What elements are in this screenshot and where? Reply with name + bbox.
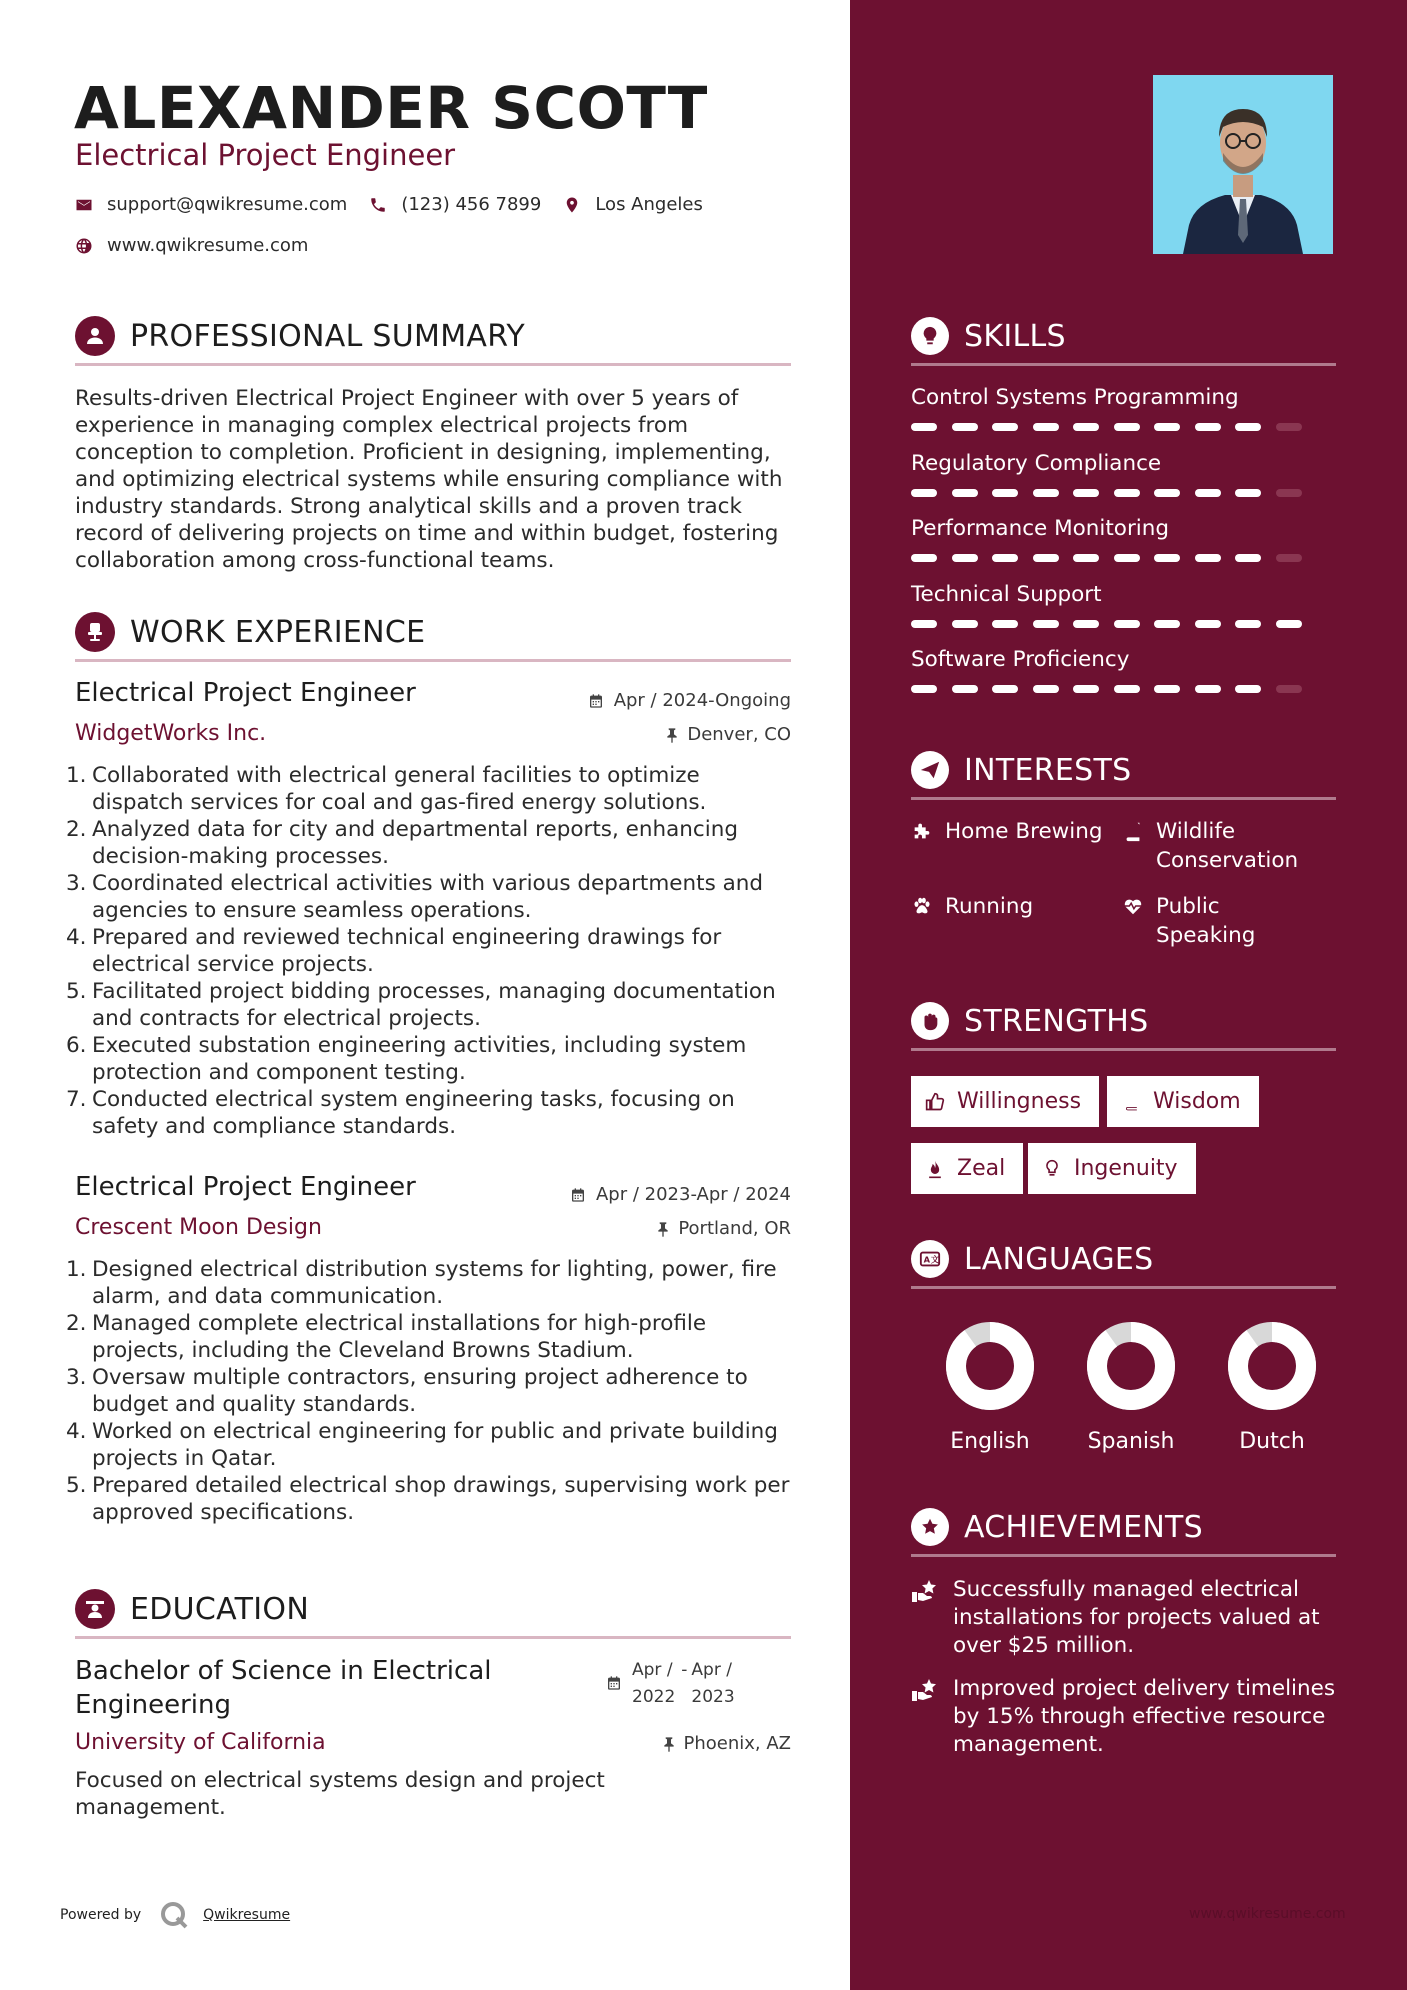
star-hand-icon	[911, 1677, 941, 1703]
education-section-header	[75, 1587, 791, 1639]
job-title: Electrical Project Engineer	[75, 1172, 416, 1202]
list-item: 5. Prepared detailed electrical shop drawings, supervising work per approved specifications.	[66, 1473, 790, 1525]
skill-level-bar	[911, 620, 1336, 629]
job-location	[656, 1218, 791, 1239]
list-item: 5. Facilitated project bidding processes, managing documentation and contracts for electrical projects.	[66, 979, 776, 1031]
skill-name: Regulatory Compliance	[911, 450, 1162, 476]
skills-title: SKILLS	[964, 319, 1066, 354]
skill-level-segment	[1154, 685, 1180, 693]
language-level-ring	[1086, 1321, 1176, 1411]
fist-icon	[911, 1002, 949, 1040]
candidate-role: Electrical Project Engineer	[75, 138, 456, 172]
skill-level-segment	[1033, 423, 1059, 431]
skill-level-segment	[952, 685, 978, 693]
interest-item: Public Speaking	[1122, 892, 1282, 950]
list-item: 4. Prepared and reviewed technical engineering drawings for electrical service projects.	[66, 925, 722, 977]
language-icon	[911, 1240, 949, 1278]
skill-level-segment	[1195, 685, 1221, 693]
website-row	[75, 235, 330, 256]
phone-text: (123) 456 7899	[401, 194, 542, 215]
skill-level-segment	[992, 554, 1018, 562]
start-date: Apr / 2022	[632, 1660, 676, 1707]
footer-website[interactable]: www.qwikresume.com	[1189, 1906, 1346, 1922]
user-icon	[75, 316, 115, 356]
skill-level-segment	[992, 685, 1018, 693]
interest-item: Running	[911, 892, 1111, 921]
strength-badge: Willingness	[911, 1076, 1099, 1127]
skill-level-segment	[1114, 423, 1140, 431]
puzzle-icon	[911, 820, 933, 842]
skill-level-segment	[1154, 423, 1180, 431]
skill-level-segment	[1235, 685, 1261, 693]
skill-level-segment	[1154, 489, 1180, 497]
strength-badge: Zeal	[911, 1143, 1023, 1194]
qwikresume-logo-icon	[159, 1900, 189, 1930]
skill-level-segment	[1073, 489, 1099, 497]
job-dates-text: Apr / 2023-Apr / 2024	[595, 1184, 791, 1205]
strengths-title: STRENGTHS	[964, 1004, 1149, 1039]
education-title: EDUCATION	[130, 1592, 310, 1627]
skill-level-segment	[952, 423, 978, 431]
website-text: www.qwikresume.com	[107, 235, 309, 256]
strength-badge: Ingenuity	[1028, 1143, 1196, 1194]
education-description: Focused on electrical systems design and project management.	[75, 1768, 605, 1820]
skill-level-segment	[1073, 620, 1099, 628]
skill-level-segment	[1276, 685, 1302, 693]
summary-title: PROFESSIONAL SUMMARY	[130, 319, 526, 354]
skill-level-segment	[1033, 685, 1059, 693]
sidebar	[850, 0, 1407, 1990]
language-ring-fill	[956, 1332, 1024, 1400]
skill-level-segment	[1276, 423, 1302, 431]
skill-level-segment	[911, 685, 937, 693]
interest-item: Home Brewing	[911, 817, 1111, 846]
calendar-icon	[570, 1187, 586, 1203]
profile-photo	[1153, 75, 1333, 254]
skill-level-segment	[1235, 554, 1261, 562]
thumbs-up-icon	[925, 1092, 945, 1112]
brand-link[interactable]: Qwikresume	[203, 1907, 291, 1923]
paw-icon	[911, 895, 933, 917]
candidate-name: ALEXANDER SCOTT	[74, 74, 708, 142]
powered-by-label: Powered by	[60, 1907, 142, 1923]
lightbulb-head-icon	[911, 317, 949, 355]
skill-level-segment	[1114, 554, 1140, 562]
location-item	[563, 194, 703, 215]
skill-level-segment	[1235, 620, 1261, 628]
book-icon	[1121, 1092, 1141, 1112]
date-separator: -	[681, 1660, 688, 1680]
job-bullets	[66, 1256, 796, 1526]
school-name: University of California	[75, 1730, 326, 1755]
list-item: 7. Conducted electrical system engineering tasks, focusing on safety and compliance standards.	[66, 1087, 735, 1139]
skill-level-segment	[952, 620, 978, 628]
skill-name: Performance Monitoring	[911, 516, 1170, 541]
website-item[interactable]	[75, 235, 308, 256]
skill-level-segment	[1195, 489, 1221, 497]
paper-plane-icon	[911, 751, 949, 789]
skill-level-segment	[1114, 620, 1140, 628]
skill-level-segment	[1276, 489, 1302, 497]
list-item: 1. Collaborated with electrical general facilities to optimize dispatch services for coal and gas-fired energy solutions.	[66, 763, 707, 815]
skill-level-segment	[1154, 620, 1180, 628]
graduate-icon	[75, 1589, 115, 1629]
end-date: Apr / 2023	[691, 1660, 735, 1707]
language-name: Spanish	[1087, 1429, 1175, 1454]
language-level-ring	[1227, 1321, 1317, 1411]
list-item: 2. Analyzed data for city and departmental reports, enhancing decision-making processes.	[66, 817, 738, 869]
skill-level-segment	[992, 423, 1018, 431]
degree-title: Bachelor of Science in Electrical Engineering	[75, 1656, 492, 1720]
list-item: 3. Oversaw multiple contractors, ensuring project adherence to budget and quality standards.	[66, 1365, 748, 1417]
skill-level-segment	[1073, 423, 1099, 431]
language-item	[935, 1321, 1045, 1454]
star-hand-icon	[911, 1578, 941, 1604]
skill-level-bar	[911, 685, 1336, 694]
skill-level-bar	[911, 489, 1336, 498]
education-location-text: Phoenix, AZ	[683, 1733, 791, 1754]
skill-name: Technical Support	[911, 581, 1102, 607]
language-ring-fill	[1238, 1332, 1306, 1400]
interest-item: Wildlife Conservation	[1122, 817, 1322, 875]
skill-name: Software Proficiency	[911, 647, 1130, 672]
skill-level-segment	[1154, 554, 1180, 562]
star-badge-icon	[911, 1508, 949, 1546]
skill-level-segment	[1195, 620, 1221, 628]
skill-name: Control Systems Programming	[911, 385, 1239, 410]
interests-title: INTERESTS	[964, 753, 1132, 788]
skill-level-segment	[1114, 685, 1140, 693]
envelope-icon	[75, 196, 93, 214]
lightbulb-icon	[1042, 1159, 1062, 1179]
interests-section-header	[911, 750, 1336, 800]
skill-level-segment	[992, 489, 1018, 497]
experience-title: WORK EXPERIENCE	[130, 615, 426, 650]
list-item: 6. Executed substation engineering activities, including system protection and component testing.	[66, 1033, 747, 1085]
job-bullets	[66, 762, 796, 1140]
skill-level-segment	[952, 489, 978, 497]
skill-level-segment	[1195, 554, 1221, 562]
skill-level-bar	[911, 423, 1336, 432]
skill-level-segment	[911, 489, 937, 497]
pushpin-icon	[656, 1221, 670, 1237]
job-location-text: Portland, OR	[678, 1218, 791, 1239]
achievement-item: Successfully managed electrical installations for projects valued at over $25 million.	[911, 1576, 1351, 1660]
book-icon	[1122, 820, 1144, 842]
job-location-text: Denver, CO	[687, 724, 791, 745]
skill-level-segment	[952, 554, 978, 562]
skill-level-segment	[911, 554, 937, 562]
globe-icon	[75, 237, 93, 255]
company-name: Crescent Moon Design	[75, 1215, 322, 1240]
list-item: 2. Managed complete electrical installations for high-profile projects, including the Cleveland Browns Stadium.	[66, 1311, 707, 1363]
calendar-icon	[606, 1675, 622, 1691]
job-location	[665, 724, 791, 745]
language-ring-fill	[1097, 1332, 1165, 1400]
email-text: support@qwikresume.com	[107, 194, 348, 215]
list-item: 4. Worked on electrical engineering for public and private building projects in Qatar.	[66, 1419, 778, 1471]
language-item	[1076, 1321, 1186, 1454]
achievement-item: Improved project delivery timelines by 15% through effective resource management.	[911, 1675, 1351, 1759]
pushpin-icon	[665, 727, 679, 743]
summary-section-header	[75, 314, 791, 366]
list-item: 3. Coordinated electrical activities with various departments and agencies to ensure seamless operations.	[66, 871, 764, 923]
job-dates-text: Apr / 2024-Ongoing	[613, 690, 791, 711]
svg-text:文: 文	[930, 1254, 940, 1265]
languages-section-header	[911, 1239, 1336, 1289]
skill-level-segment	[1235, 489, 1261, 497]
skill-level-segment	[1073, 554, 1099, 562]
phone-icon	[369, 196, 387, 214]
summary-text: Results-driven Electrical Project Engineer with over 5 years of experience in managing complex electrical projects from conception to completion. Proficient in designing, implementing, and optimizing electrical systems while ensuring compliance with industry standards. Strong analytical skills and a proven track record of delivering projects on time and within budget, fostering collaboration among cross-functional teams.	[75, 386, 783, 573]
skill-level-segment	[1195, 423, 1221, 431]
education-location	[662, 1733, 792, 1754]
language-level-ring	[945, 1321, 1035, 1411]
experience-section-header	[75, 610, 791, 662]
list-item: 1. Designed electrical distribution systems for lighting, power, fire alarm, and data communication.	[66, 1257, 777, 1309]
calendar-icon	[588, 693, 604, 709]
fire-icon	[925, 1159, 945, 1179]
strengths-section-header	[911, 1001, 1336, 1051]
skill-level-segment	[1276, 620, 1302, 628]
skills-section-header	[911, 316, 1336, 366]
skill-level-segment	[1114, 489, 1140, 497]
skill-level-segment	[1033, 554, 1059, 562]
skill-level-segment	[1073, 685, 1099, 693]
job-title: Electrical Project Engineer	[75, 678, 416, 708]
office-chair-icon	[75, 612, 115, 652]
skill-level-segment	[1033, 489, 1059, 497]
strength-badge: Wisdom	[1107, 1076, 1259, 1127]
svg-text:A: A	[923, 1254, 930, 1265]
skill-level-segment	[1033, 620, 1059, 628]
heartbeat-icon	[1122, 895, 1144, 917]
map-marker-icon	[563, 196, 581, 214]
skill-level-segment	[911, 423, 937, 431]
powered-by	[60, 1900, 290, 1930]
email-item[interactable]	[75, 194, 347, 215]
achievements-section-header	[911, 1507, 1336, 1557]
language-name: Dutch	[1239, 1429, 1305, 1454]
phone-item[interactable]	[369, 194, 541, 215]
skill-level-segment	[992, 620, 1018, 628]
achievements-title: ACHIEVEMENTS	[964, 1510, 1204, 1545]
skill-level-segment	[911, 620, 937, 628]
company-name: WidgetWorks Inc.	[75, 721, 267, 746]
job-dates	[588, 690, 791, 711]
pushpin-icon	[662, 1736, 676, 1752]
location-text: Los Angeles	[595, 194, 703, 215]
education-dates	[606, 1657, 735, 1711]
skill-level-segment	[1276, 554, 1302, 562]
contact-row	[75, 194, 725, 215]
languages-title: LANGUAGES	[964, 1242, 1154, 1277]
language-name: English	[950, 1429, 1030, 1454]
skill-level-bar	[911, 554, 1336, 563]
language-item	[1217, 1321, 1327, 1454]
job-dates	[570, 1184, 791, 1205]
skill-level-segment	[1235, 423, 1261, 431]
